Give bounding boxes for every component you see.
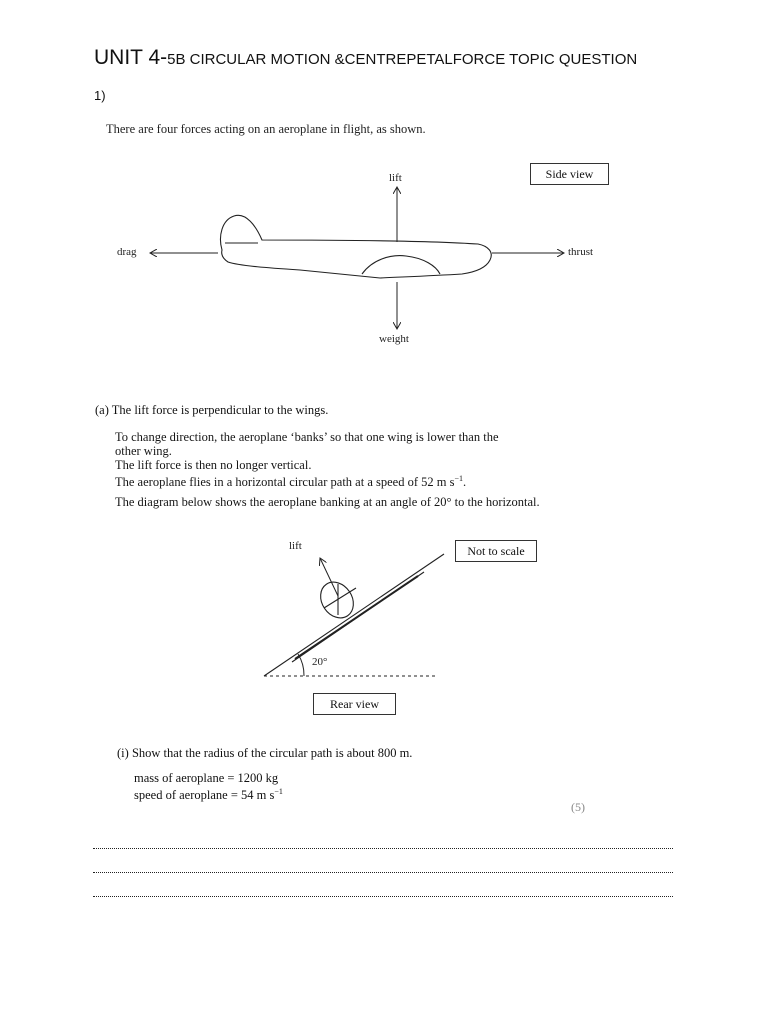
not-to-scale-box: Not to scale [455,540,537,562]
answer-line-3[interactable] [93,896,673,897]
rear-view-box: Rear view [313,693,396,715]
speed-exponent: −1 [454,474,463,483]
part-a-line-4 [115,472,466,489]
answer-line-2[interactable] [93,872,673,873]
part-a-line-3: The lift force is then no longer vertical. [115,458,312,472]
aeroplane-side-icon [221,215,492,278]
speed-given-exponent: −1 [274,787,283,796]
thrust-label: thrust [568,246,594,258]
part-a-line-1: To change direction, the aeroplane ‘banks’ so that one wing is lower than the [115,430,499,444]
lift-label: lift [389,172,402,184]
topic-title: 5B CIRCULAR MOTION &CENTREPETALFORCE TOPIC QUESTION [167,51,638,68]
answer-line-1[interactable] [93,848,673,849]
speed-given [134,785,283,802]
question-number: 1) [94,88,106,103]
mass-given: mass of aeroplane = 1200 kg [134,771,279,785]
marks-label: (5) [571,800,585,814]
side-view-box: Side view [530,163,609,185]
weight-label: weight [379,333,409,345]
aeroplane-rear-icon [264,554,444,676]
rear-lift-arrow [320,558,338,596]
part-a-line-4-text: The aeroplane flies in a horizontal circular path at a speed of 52 m s [115,475,455,490]
side-view-diagram [0,0,768,400]
angle-label: 20° [312,656,328,668]
part-a-lead-text: The lift force is perpendicular to the wings. [111,403,329,417]
part-a-line-2: other wing. [115,444,172,458]
speed-given-text: speed of aeroplane = 54 m s [134,788,275,803]
speed-end: . [462,475,467,490]
unit-label: UNIT 4- [94,46,168,69]
part-a-lead [95,403,328,418]
rear-view-diagram [0,520,768,720]
part-i-text: Show that the radius of the circular path is about 800 m. [131,746,413,760]
part-i-label: (i) [117,746,129,760]
drag-label: drag [117,246,137,258]
intro-text: There are four forces acting on an aeroplane in flight, as shown. [106,122,426,136]
part-a-label: (a) [95,403,109,417]
part-i-question [117,746,412,761]
rear-lift-label: lift [289,540,302,552]
diagram-sentence: The diagram below shows the aeroplane banking at an angle of 20° to the horizontal. [115,495,540,509]
